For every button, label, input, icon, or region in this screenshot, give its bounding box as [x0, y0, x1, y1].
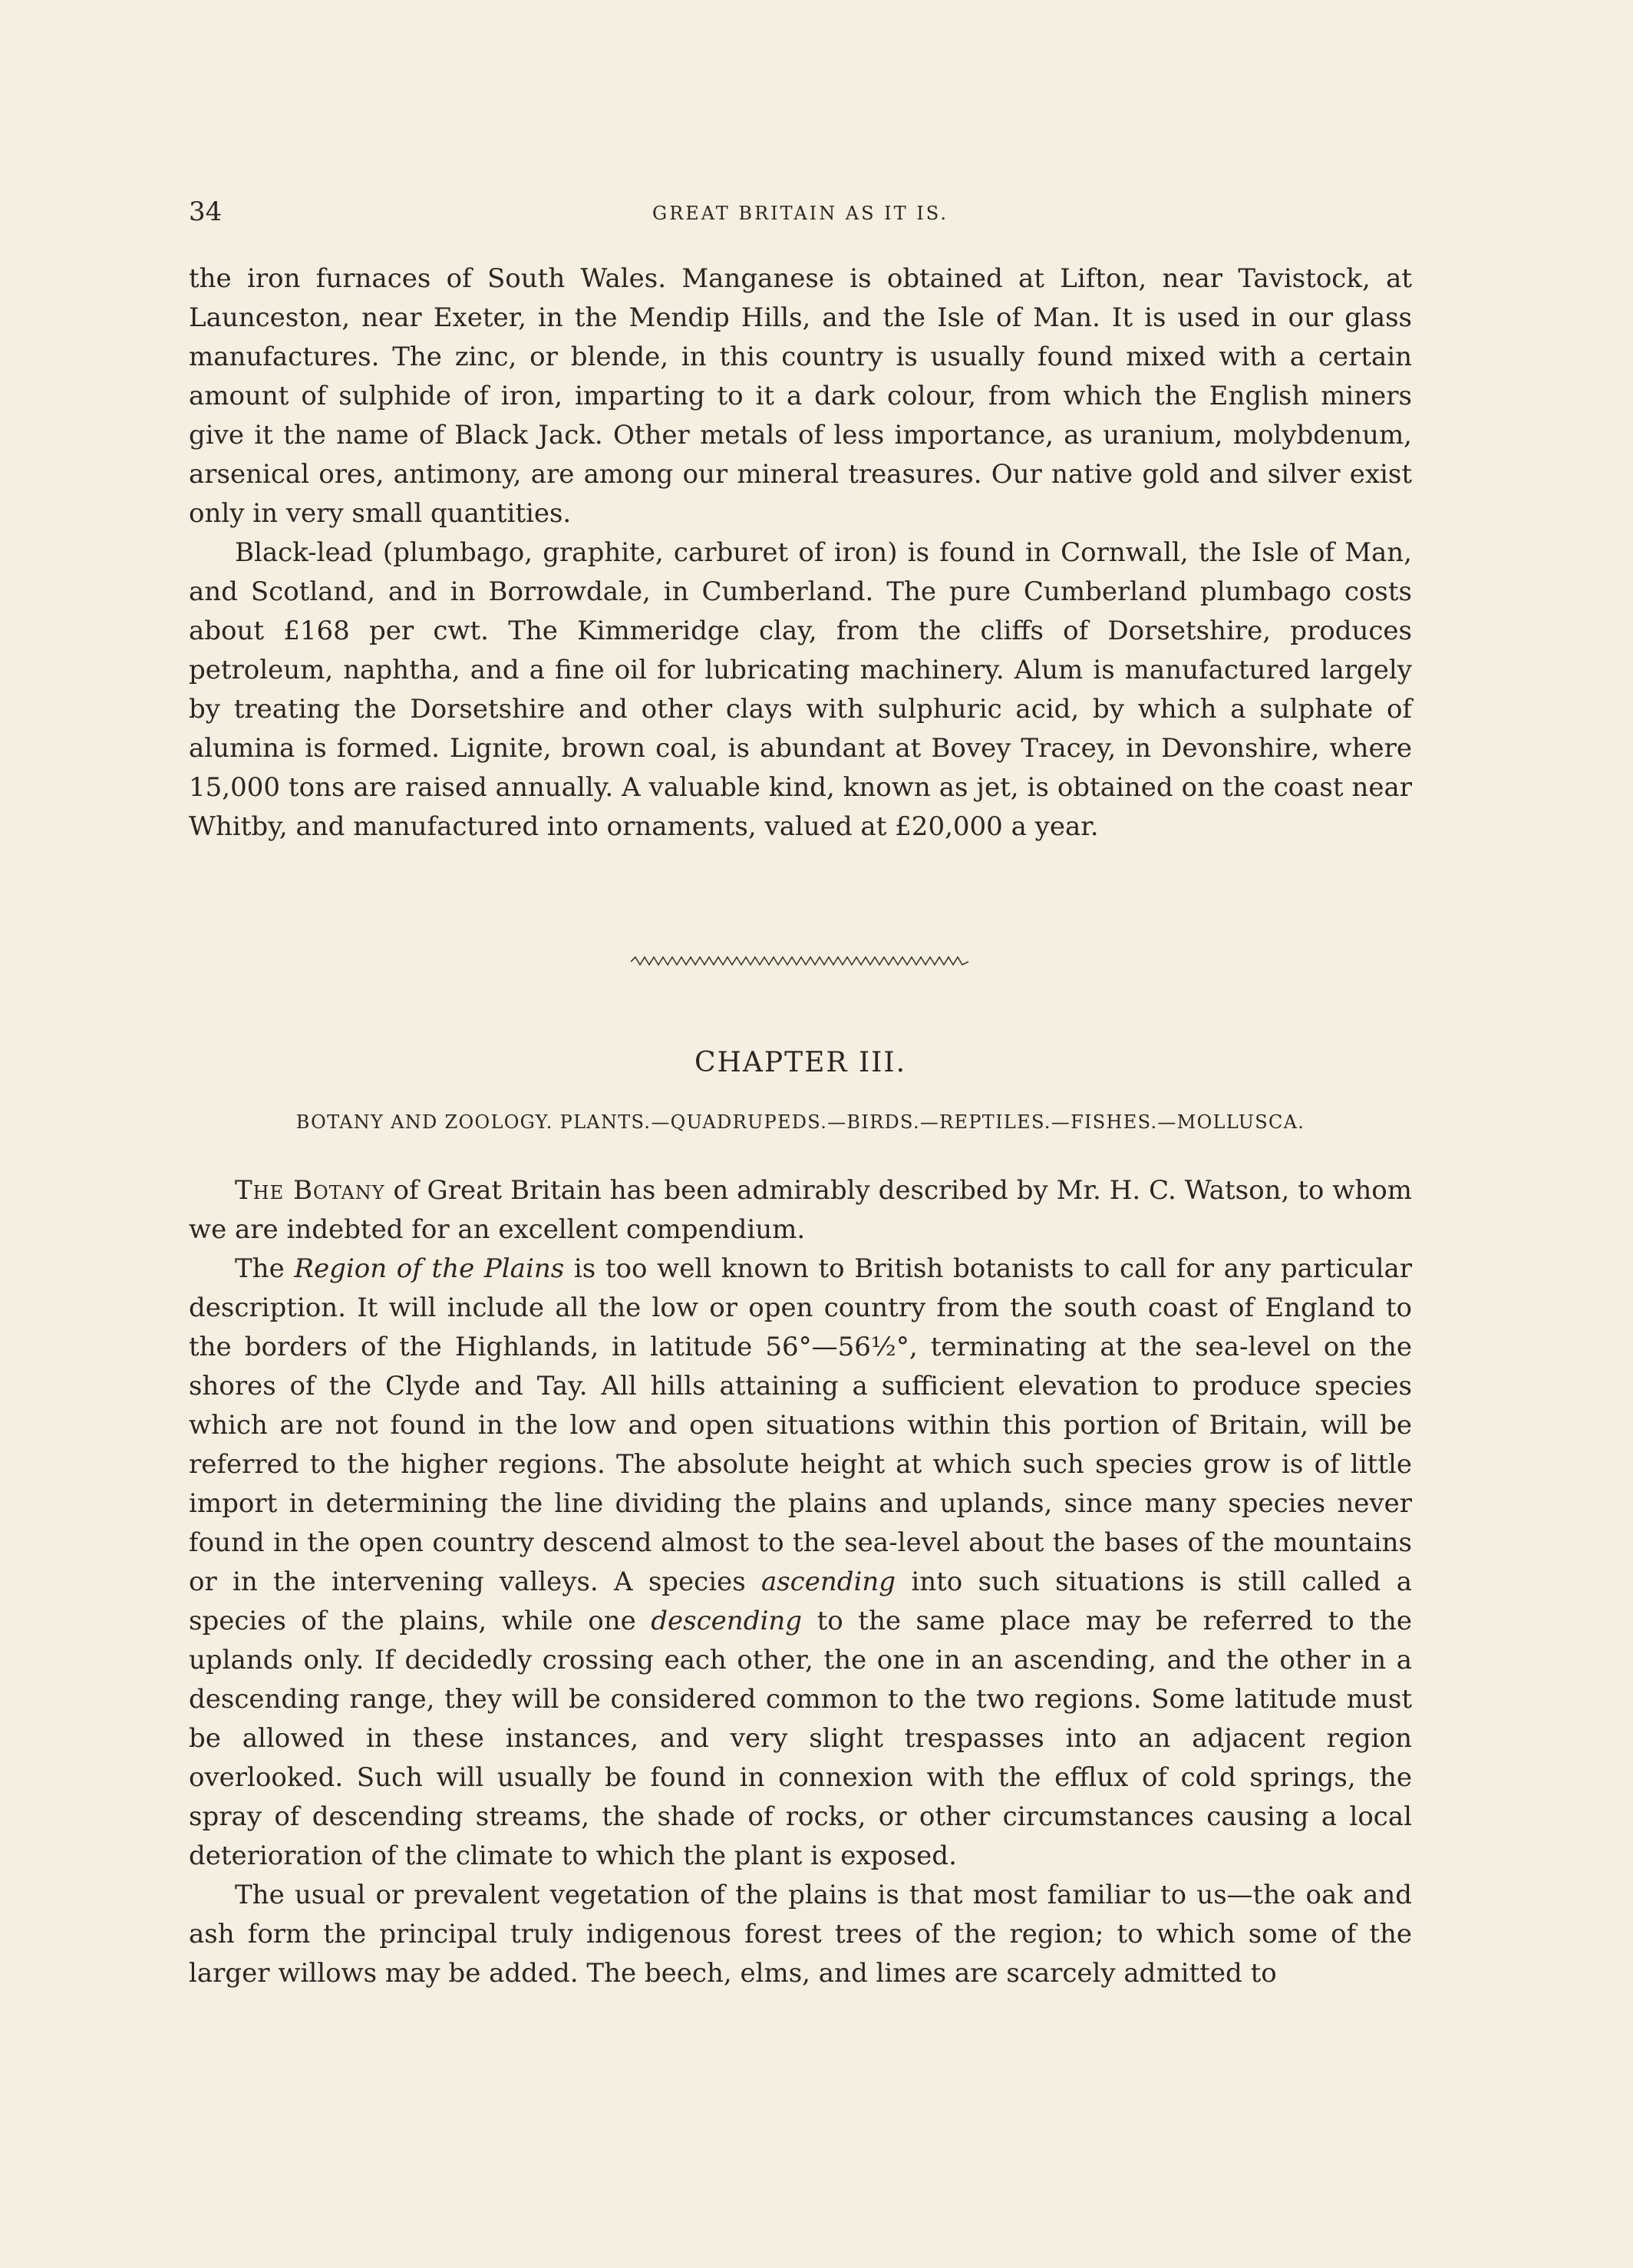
paragraph-region-plains [189, 1250, 1412, 1876]
paragraph-continued: the iron furnaces of South Wales. Manganese is obtained at Lifton, near Tavistock, at Launceston, near Exeter, in the Mendip Hills, and the Isle of Man. It is used in our glass manufactures. The zinc, or blende, in this country is usually found mixed with a certain amount of sulphide of iron, imparting to it a dark colour, from which the English miners give it the name of Black Jack. Other metals of less importance, as uranium, molybdenum, arsenical ores, antimony, are among our mineral treasures. Our native gold and silver exist only in very small quantities. [189, 263, 1412, 529]
running-title: GREAT BRITAIN AS IT IS. [652, 203, 948, 224]
chapter-subtitle: BOTANY AND ZOOLOGY. PLANTS.—QUADRUPEDS.—BIRDS.—REPTILES.—FISHES.—MOLLUSCA. [295, 1111, 1305, 1133]
mineral-section [189, 259, 1412, 847]
text-run: into such situations is still called a species of the plains, while one [189, 1566, 1412, 1636]
italic-term: descending [651, 1606, 802, 1636]
botany-section [189, 1171, 1412, 1993]
italic-term: ascending [760, 1566, 896, 1597]
text-run: of Great Britain has been admirably described by Mr. H. C. Watson, to whom we are indebted for an excellent compendium. [189, 1175, 1412, 1245]
page-number: 34 [189, 196, 223, 227]
text-run: The [235, 1253, 295, 1284]
ornament-divider [631, 953, 968, 970]
chapter-title: CHAPTER III. [694, 1047, 907, 1078]
paragraph-botany-intro [189, 1171, 1412, 1250]
text-run: to the same place may be referred to the uplands only. If decidedly crossing each other, the one in an ascending, and the other in a descending range, they will be considered common to the two regions. Some latitude must be allowed in these instances, and very slight trespasses into an adjacent region overlooked. Such will usually be found in connexion with the efflux of cold springs, the spray of descending streams, the shade of rocks, or other circumstances causing a local deterioration of the climate to which the plant is exposed. [189, 1606, 1413, 1871]
paragraph-black-lead: Black-lead (plumbago, graphite, carburet of iron) is found in Cornwall, the Isle of Man, and Scotland, and in Borrowdale, in Cumberland. The pure Cumberland plumbago costs about £168 per cwt. The Kimmeridge clay, from the cliffs of Dorsetshire, produces petroleum, naphtha, and a fine oil for lubricating machinery. Alum is manufactured largely by treating the Dorsetshire and other clays with sulphuric acid, by which a sulphate of alumina is formed. Lignite, brown coal, is abundant at Bovey Tracey, in Devonshire, where 15,000 tons are raised annually. A valuable kind, known as jet, is obtained on the coast near Whitby, and manufactured into ornaments, valued at £20,000 a year. [189, 537, 1412, 842]
lead-smallcaps: The Botany [235, 1175, 385, 1206]
paragraph-vegetation: The usual or prevalent vegetation of the plains is that most familiar to us—the oak and ash form the principal truly indigenous forest trees of the region; to which some of the larger willows may be added. The beech, elms, and limes are scarcely admitted to [189, 1880, 1412, 1989]
italic-term: Region of the Plains [294, 1253, 565, 1284]
running-head [189, 196, 1412, 227]
text-run: is too well known to British botanists to call for any particular description. It will include all the low or open country from the south coast of England to the borders of the Highlands, in latitude 56°—56½°, terminating at the sea-level on the shores of the Clyde and Tay. All hills attaining a sufficient elevation to produce species which are not found in the low and open situations within this portion of Britain, will be referred to the higher regions. The absolute height at which such species grow is of little import in determining the line dividing the plains and uplands, since many species never found in the open country descend almost to the sea-level about the bases of the mountains or in the intervening valleys. A species [189, 1253, 1412, 1597]
